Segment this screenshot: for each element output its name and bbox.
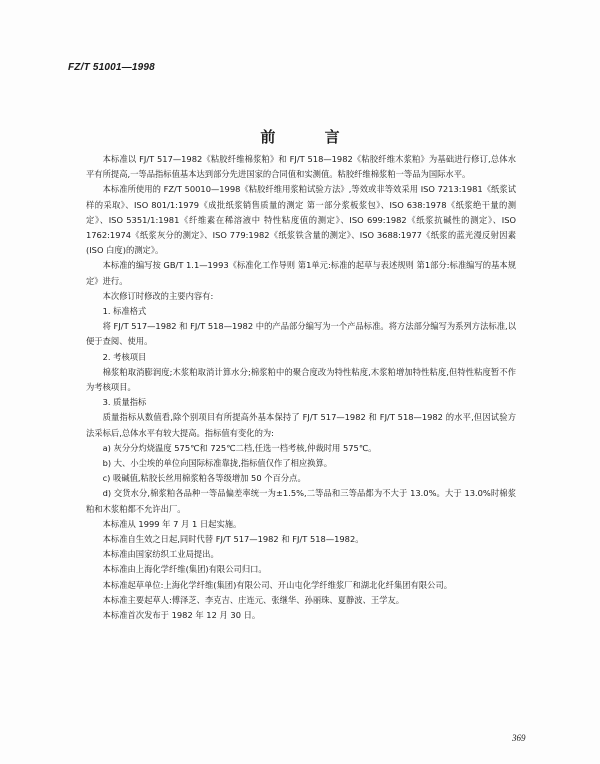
paragraph-format: 将 FJ/T 517—1982 和 FJ/T 518—1982 中的产品部分编写为一个产品标准。将方法部分编写为系列方法标准,以便于查阅、使用。 [86,321,516,347]
standard-code: FZ/T 51001—1998 [68,62,155,73]
list-item-b: b) 大、小尘埃的单位向国际标准靠拢,指标值仅作了相应换算。 [102,458,333,469]
page-title: 前 言 [260,128,362,146]
page-number: 369 [512,733,526,743]
document-body [86,152,516,623]
list-item-d: d) 交货水分,棉浆粕各品种一等品偏差率统一为±1.5%,二等品和三等品都为不大于 13.0%。大于 13.0%时棉浆粕和木浆粕都不允许出厂。 [86,488,516,514]
paragraph-drafting-units: 本标准起草单位:上海化学纤维(集团)有限公司、开山屯化学纤维浆厂和湖北化纤集团有限公司。 [102,579,453,590]
list-item-c: c) 吸碱值,粘胶长丝用棉浆粕各等级增加 50 个百分点。 [102,473,306,484]
section-heading-items: 2. 考核项目 [102,351,147,362]
paragraph-quality: 质量指标从数值看,除个别项目有所提高外基本保持了 FJ/T 517—1982 和 FJ/T 518—1982 的水平,但因试验方法采标后,总体水平有较大提高。指标值有变化的为: [86,412,516,438]
paragraph-items: 棉浆粕取消膨润度;木浆粕取消计算水分;棉浆粕中的聚合度改为特性粘度,木浆粕增加特性粘度,但特性粘度暂不作为考核项目。 [86,366,516,393]
section-heading-quality: 3. 质量指标 [102,397,147,408]
paragraph-drafters: 本标准主要起草人:傅泽芝、李克吉、庄连元、张继华、孙丽珠、夏静波、王学友。 [102,594,405,605]
section-heading-format: 1. 标准格式 [102,306,147,317]
paragraph-centralized-by: 本标准由上海化学纤维(集团)有限公司归口。 [102,564,267,575]
paragraph-proposed-by: 本标准由国家纺织工业局提出。 [102,549,219,560]
paragraph-first-issued: 本标准首次发布于 1982 年 12 月 30 日。 [102,610,261,621]
paragraph-replaces: 本标准自生效之日起,同时代替 FJ/T 517—1982 和 FJ/T 518—1982。 [102,534,364,545]
paragraph-intro: 本标准以 FJ/T 517—1982《粘胶纤维棉浆粕》和 FJ/T 518—1982《粘胶纤维木浆粕》为基础进行修订,总体水平有所提高,一等品指标值基本达到部分先进国家的合同值和实测值。粘胶纤维棉浆粕一等品为国际水平。 [86,154,516,180]
paragraph-test-methods: 本标准所使用的 FZ/T 50010—1998《粘胶纤维用浆粕试验方法》,等效或非等效采用 ISO 7213:1981《纸浆试样的采取》、ISO 801/1:1979《成批纸浆销售质量的测定 第一部分浆板浆包》、ISO 638:1978《纸浆绝干量的测定》、ISO 5351/1:1981《纤维素在稀溶液中 特性粘度值的测定》、ISO 699:1982《纸浆抗碱性的测定》、ISO 1762:1974《纸浆灰分的测定》、ISO 779:1982《纸浆铁含量的测定》、ISO 3688:1977《纸浆的蓝光漫反射因素(ISO 白度)的测定》。 [86,184,516,256]
paragraph-revision-intro: 本次修订时修改的主要内容有: [102,290,214,301]
paragraph-effective-date: 本标准从 1999 年 7 月 1 日起实施。 [102,518,242,529]
list-item-a: a) 灰分分灼烧温度 575℃和 725℃二档,任选一档考核,仲裁时用 575℃。 [102,442,377,453]
paragraph-drafting-rules: 本标准的编写按 GB/T 1.1—1993《标准化工作导则 第1单元:标准的起草与表述规则 第1部分:标准编写的基本规定》进行。 [86,260,516,286]
